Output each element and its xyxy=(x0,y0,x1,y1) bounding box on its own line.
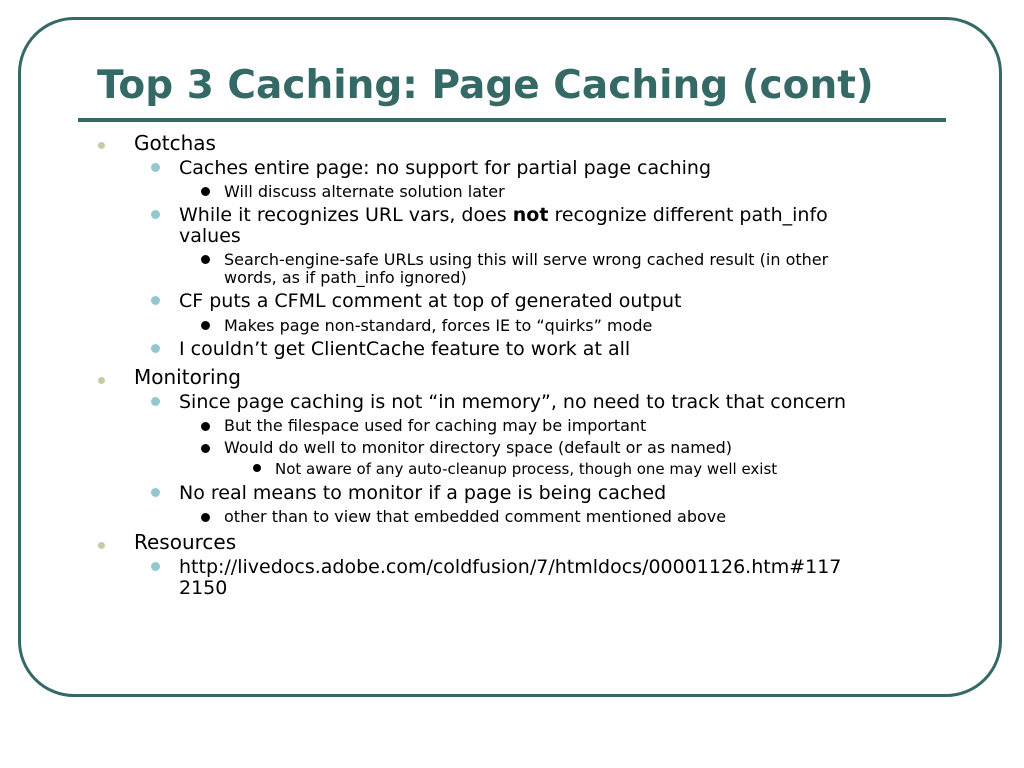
gotcha-alternate-solution: Will discuss alternate solution later xyxy=(224,182,505,201)
bullet-level3-icon xyxy=(201,422,210,431)
heading-resources: Resources xyxy=(134,530,237,554)
bullet-level4-icon xyxy=(253,464,261,472)
bullet-level3-icon xyxy=(201,255,210,264)
resources-livedocs-link-line2[interactable]: 2150 xyxy=(179,577,228,599)
monitoring-not-in-memory: Since page caching is not “in memory”, no need to track that concern xyxy=(179,391,847,413)
heading-gotchas: Gotchas xyxy=(134,131,216,155)
monitoring-no-real-means: No real means to monitor if a page is being cached xyxy=(179,482,667,504)
gotcha-ses-urls: Search-engine-safe URLs using this will serve wrong cached result (in other xyxy=(224,250,829,269)
gotcha-path-info-bold: not xyxy=(512,204,549,226)
gotcha-partial-caching: Caches entire page: no support for partial page caching xyxy=(179,157,712,179)
gotcha-path-info-text2: recognize different path_info xyxy=(548,204,828,226)
bullet-level3-icon xyxy=(201,513,210,522)
bullet-level1-icon xyxy=(98,542,105,549)
gotcha-cfml-comment: CF puts a CFML comment at top of generated output xyxy=(179,290,682,312)
bullet-level2-icon xyxy=(151,296,160,305)
slide-title: Top 3 Caching: Page Caching (cont) xyxy=(97,63,874,108)
heading-monitoring: Monitoring xyxy=(134,365,241,389)
bullet-level1-icon xyxy=(98,142,105,149)
gotcha-path-info-text1: While it recognizes URL vars, does xyxy=(179,204,513,226)
monitoring-embedded-comment: other than to view that embedded comment mentioned above xyxy=(224,507,727,526)
gotcha-path-info xyxy=(179,205,828,226)
bullet-level2-icon xyxy=(151,344,160,353)
monitoring-directory-space: Would do well to monitor directory space (default or as named) xyxy=(224,438,733,457)
bullet-level2-icon xyxy=(151,562,160,571)
monitoring-auto-cleanup: Not aware of any auto-cleanup process, though one may well exist xyxy=(275,460,778,478)
gotcha-clientcache: I couldn’t get ClientCache feature to work at all xyxy=(179,338,631,360)
bullet-level2-icon xyxy=(151,163,160,172)
resources-livedocs-link[interactable]: http://livedocs.adobe.com/coldfusion/7/htmldocs/00001126.htm#117 xyxy=(179,556,842,578)
bullet-level2-icon xyxy=(151,488,160,497)
bullet-level2-icon xyxy=(151,210,160,219)
bullet-level3-icon xyxy=(201,187,210,196)
bullet-level1-icon xyxy=(98,377,105,384)
bullet-level3-icon xyxy=(201,444,210,453)
monitoring-filespace: But the filespace used for caching may be important xyxy=(224,416,647,435)
gotcha-ses-urls-line2: words, as if path_info ignored) xyxy=(224,268,467,287)
gotcha-path-info-line2: values xyxy=(179,225,241,247)
bullet-level3-icon xyxy=(201,321,210,330)
gotcha-quirks-mode: Makes page non-standard, forces IE to “quirks” mode xyxy=(224,316,653,335)
bullet-level2-icon xyxy=(151,397,160,406)
